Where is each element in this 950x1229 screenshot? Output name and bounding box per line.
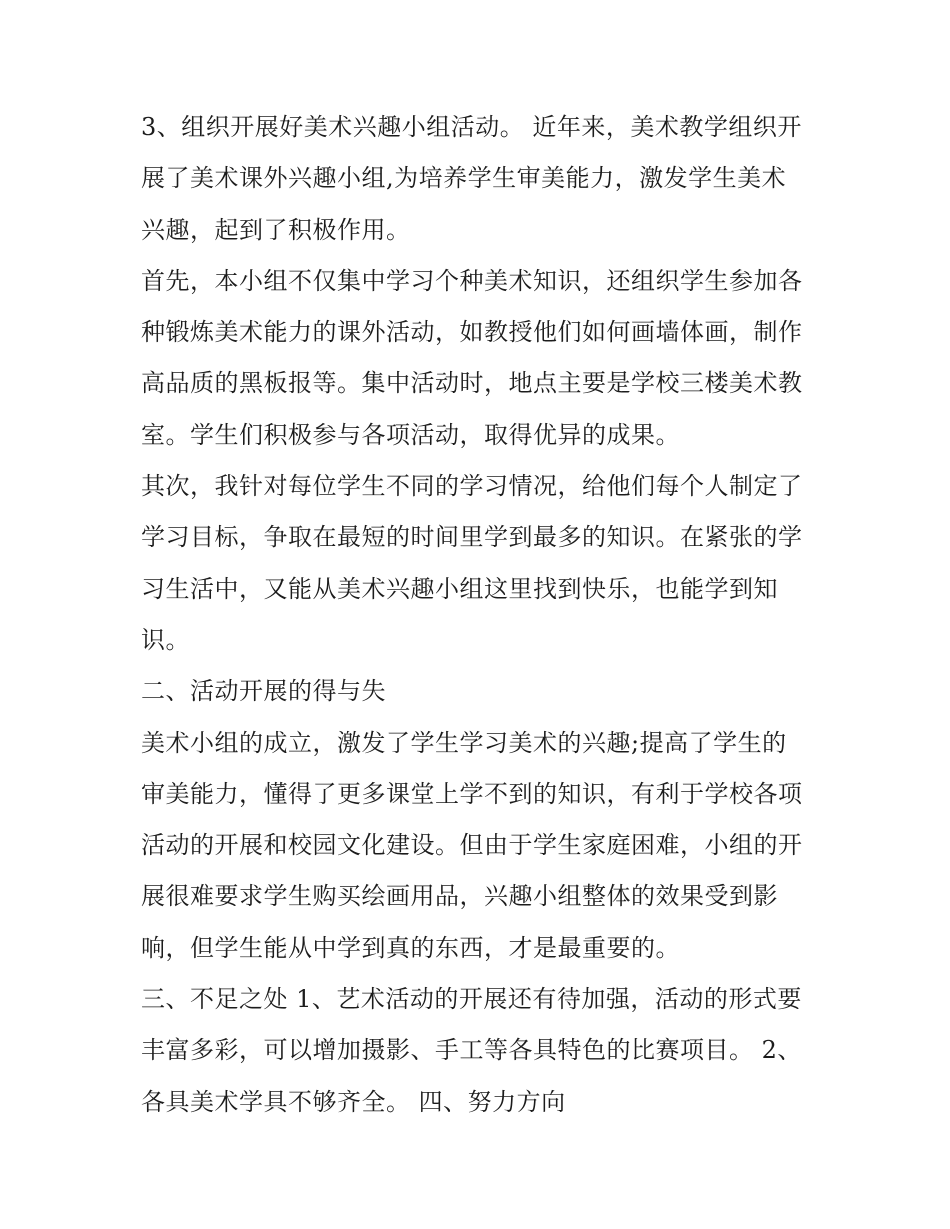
text-line: 兴趣，起到了积极作用。 — [141, 215, 411, 244]
text-line: 丰富多彩，可以增加摄影、手工等各具特色的比赛项目。 2、 — [141, 1036, 802, 1065]
paragraph-first — [141, 256, 813, 461]
text-line: 习生活中，又能从美术兴趣小组这里找到快乐，也能学到知 — [141, 574, 778, 603]
paragraph-second — [141, 461, 813, 666]
text-line: 响，但学生能从中学到真的东西，才是最重要的。 — [141, 933, 680, 962]
text-line: 首先，本小组不仅集中学习个种美术知识，还组织学生参加各 — [141, 266, 803, 295]
text-line: 高品质的黑板报等。集中活动时，地点主要是学校三楼美术教 — [141, 369, 803, 398]
text-line: 学习目标，争取在最短的时间里学到最多的知识。在紧张的学 — [141, 523, 803, 552]
paragraph-gains-losses — [141, 718, 813, 974]
text-line: 展了美术课外兴趣小组,为培养学生审美能力，激发学生美术 — [141, 164, 787, 193]
text-line: 美术小组的成立，激发了学生学习美术的兴趣;提高了学生的 — [141, 728, 787, 757]
text-line: 室。学生们积极参与各项活动，取得优异的成果。 — [141, 420, 680, 449]
text-line: 活动的开展和校园文化建设。但由于学生家庭困难，小组的开 — [141, 831, 803, 860]
section-heading-gains-losses — [141, 666, 813, 717]
text-line: 其次，我针对每位学生不同的学习情况，给他们每个人制定了 — [141, 472, 803, 501]
paragraph-art-group-activity — [141, 102, 813, 256]
text-line: 种锻炼美术能力的课外活动，如教授他们如何画墙体画，制作 — [141, 318, 803, 347]
text-line: 三、不足之处 1、艺术活动的开展还有待加强，活动的形式要 — [141, 985, 802, 1014]
text-line: 二、活动开展的得与失 — [141, 677, 386, 706]
text-line: 展很难要求学生购买绘画用品，兴趣小组整体的效果受到影 — [141, 882, 778, 911]
text-line: 审美能力，懂得了更多课堂上学不到的知识，有利于学校各项 — [141, 779, 803, 808]
document-body — [141, 102, 813, 1128]
paragraph-shortcomings — [141, 974, 813, 1128]
text-line: 识。 — [141, 625, 190, 654]
text-line: 3、组织开展好美术兴趣小组活动。 近年来，美术教学组织开 — [141, 113, 802, 141]
text-line: 各具美术学具不够齐全。 四、努力方向 — [141, 1087, 566, 1116]
